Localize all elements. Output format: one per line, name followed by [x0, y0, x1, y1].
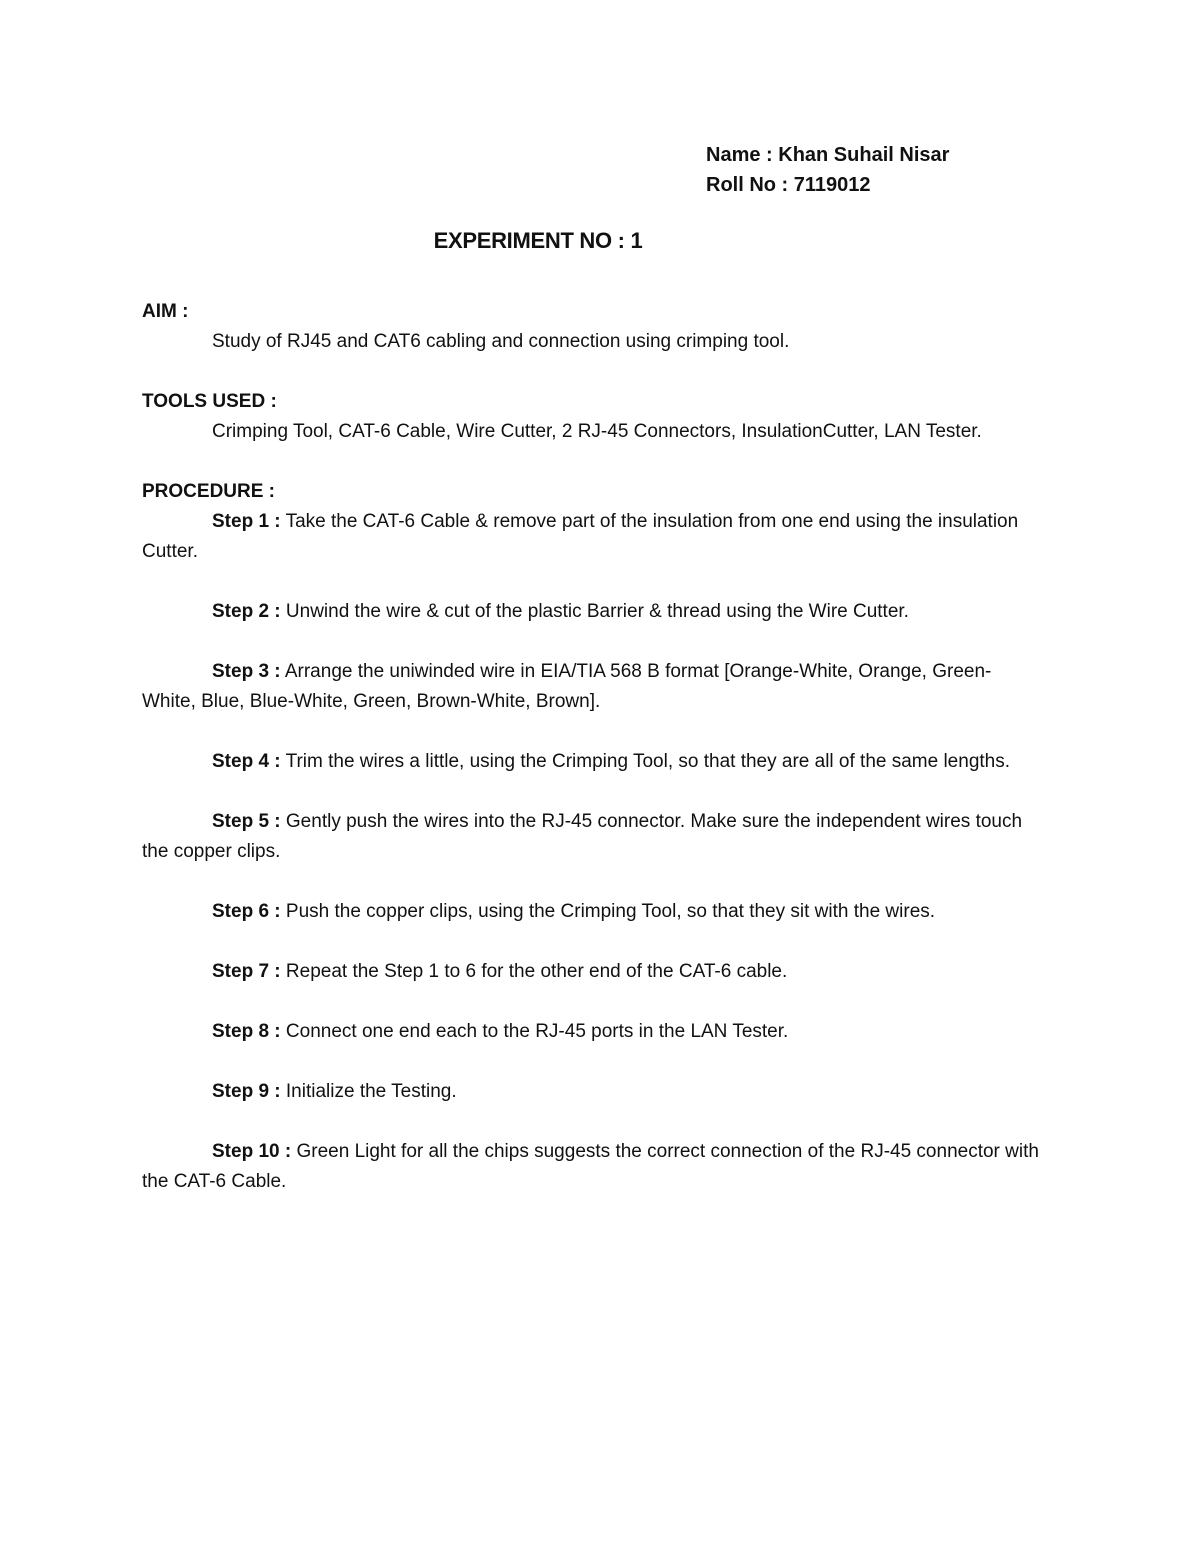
- step-text: Green Light for all the chips suggests the correct connection of the RJ-45 connector with the CAT-6 Cable.: [142, 1141, 1039, 1192]
- step-label: Step 8 :: [212, 1021, 281, 1042]
- aim-heading: AIM :: [142, 301, 189, 322]
- procedure-step: [142, 957, 1042, 987]
- step-label: Step 6 :: [212, 901, 281, 922]
- step-text: Initialize the Testing.: [285, 1081, 457, 1102]
- procedure-heading: PROCEDURE :: [142, 481, 276, 502]
- step-label: Step 9 :: [212, 1081, 281, 1102]
- procedure-step: [142, 1017, 1042, 1047]
- roll-number: Roll No : 7119012: [706, 174, 871, 196]
- step-label: Step 2 :: [212, 601, 281, 622]
- step-text: Take the CAT-6 Cable & remove part of the insulation from one end using the insulation Cutter.: [142, 511, 1019, 562]
- step-label: Step 10 :: [212, 1141, 292, 1162]
- document-body: [142, 297, 1042, 1197]
- procedure-step: [142, 807, 1042, 867]
- step-label: Step 7 :: [212, 961, 281, 982]
- step-label: Step 4 :: [212, 751, 281, 772]
- aim-text: Study of RJ45 and CAT6 cabling and connection using crimping tool.: [212, 331, 790, 352]
- step-text: Unwind the wire & cut of the plastic Barrier & thread using the Wire Cutter.: [285, 601, 909, 622]
- procedure-step: [142, 897, 1042, 927]
- procedure-step: [142, 507, 1042, 567]
- step-label: Step 5 :: [212, 811, 281, 832]
- tools-heading: TOOLS USED :: [142, 391, 277, 412]
- procedure-step: [142, 597, 1042, 627]
- experiment-title: EXPERIMENT NO : 1: [433, 228, 643, 253]
- step-text: Arrange the uniwinded wire in EIA/TIA 568 B format [Orange-White, Orange, Green-White, Blue, Blue-White, Green, Brown-White, Brown].: [142, 661, 992, 712]
- step-label: Step 3 :: [212, 661, 281, 682]
- student-name: Name : Khan Suhail Nisar: [706, 144, 950, 166]
- step-text: Gently push the wires into the RJ-45 connector. Make sure the independent wires touch the copper clips.: [142, 811, 1023, 862]
- tools-text: Crimping Tool, CAT-6 Cable, Wire Cutter, 2 RJ-45 Connectors, InsulationCutter, LAN Tester.: [212, 421, 982, 442]
- procedure-step: [142, 1077, 1042, 1107]
- procedure-step: [142, 657, 1042, 717]
- step-text: Push the copper clips, using the Crimping Tool, so that they sit with the wires.: [285, 901, 936, 922]
- step-text: Trim the wires a little, using the Crimping Tool, so that they are all of the same lengths.: [285, 751, 1011, 772]
- procedure-step: [142, 1137, 1042, 1197]
- step-text: Connect one end each to the RJ-45 ports in the LAN Tester.: [285, 1021, 789, 1042]
- student-header: [706, 140, 949, 200]
- procedure-step: [142, 747, 1042, 777]
- step-label: Step 1 :: [212, 511, 281, 532]
- step-text: Repeat the Step 1 to 6 for the other end of the CAT-6 cable.: [285, 961, 788, 982]
